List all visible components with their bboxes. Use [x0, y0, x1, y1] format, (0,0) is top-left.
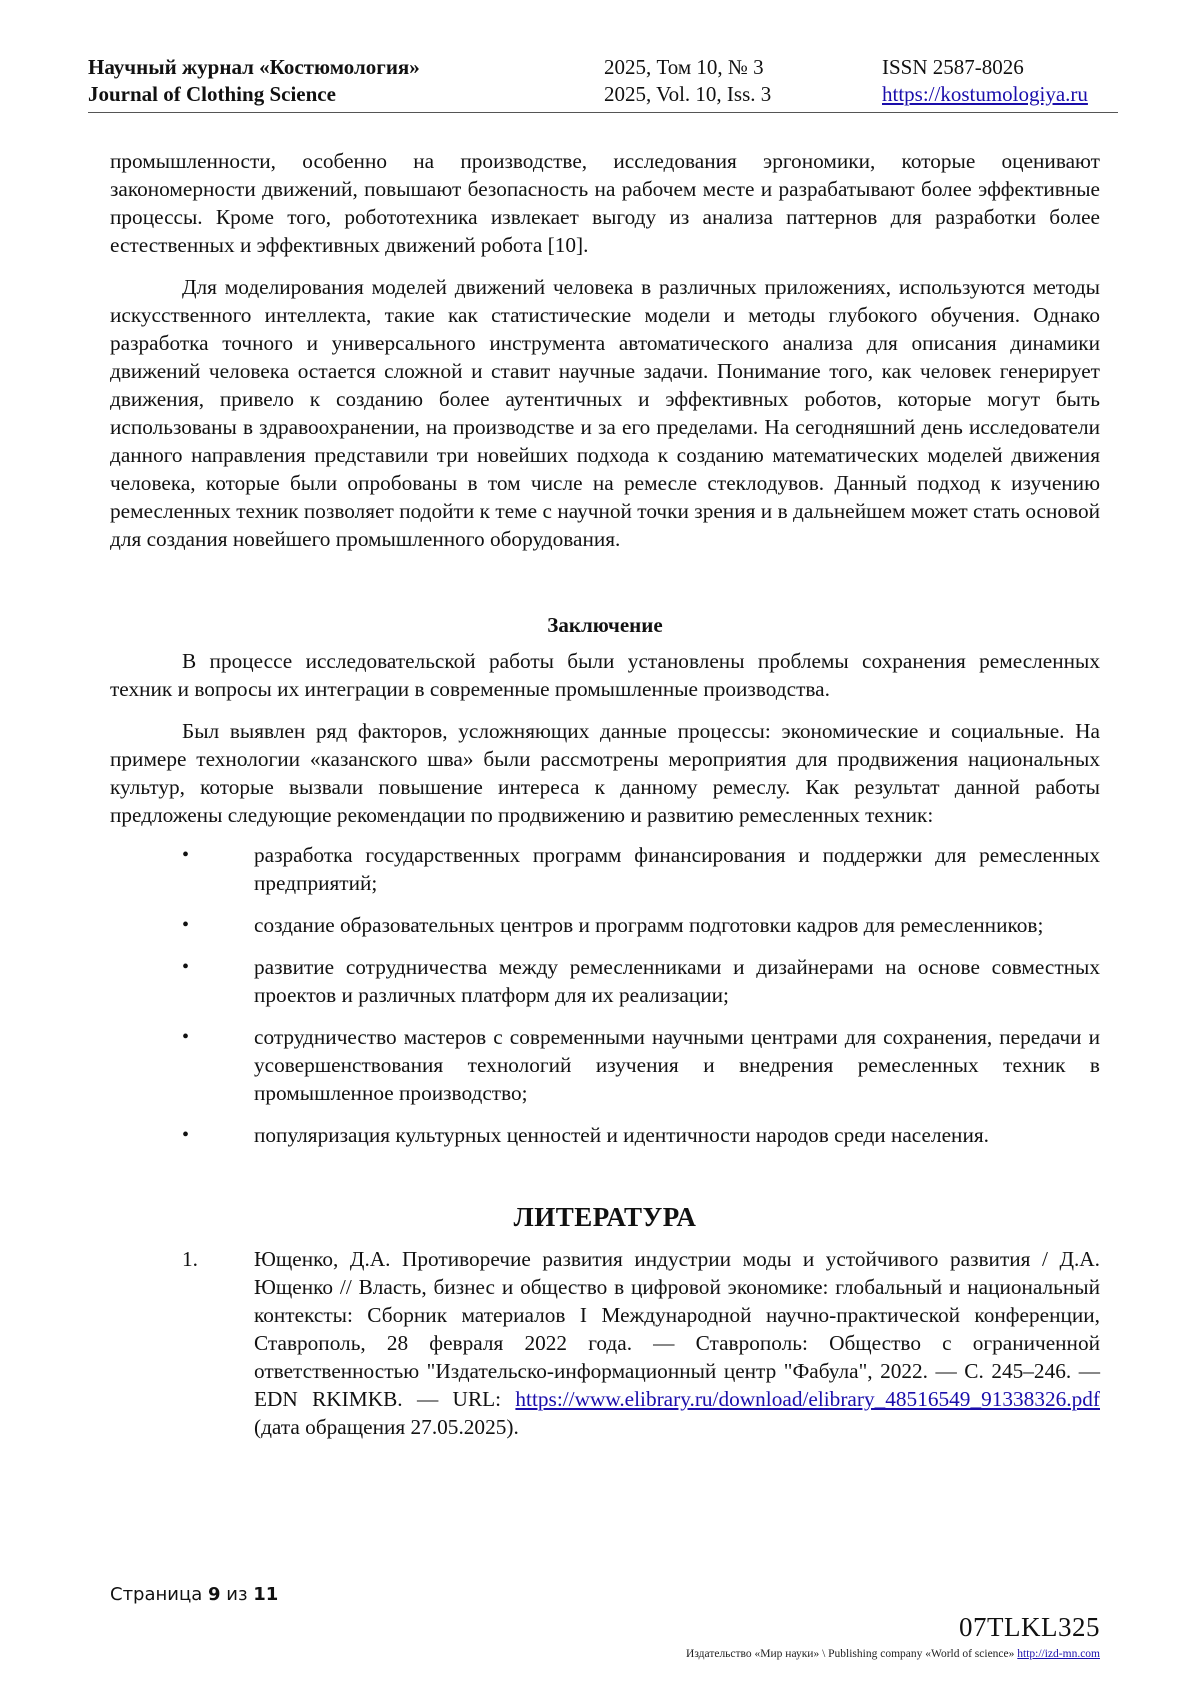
- journal-url-link[interactable]: https://kostumologiya.ru: [882, 82, 1088, 106]
- list-item: • создание образовательных центров и программ подготовки кадров для ремесленников;: [182, 913, 1044, 937]
- issue-ru: 2025, Том 10, № 3: [604, 55, 764, 79]
- bullet-marker: •: [182, 1124, 190, 1146]
- issue-en: 2025, Vol. 10, Iss. 3: [604, 82, 772, 106]
- conclusion-paragraph: В процессе исследовательской работы были установлены проблемы сохранения ремесленных техник и вопросы их интеграции в современные промышленные производства.: [110, 649, 1100, 701]
- journal-header: [88, 54, 1118, 113]
- issue-block: [604, 54, 771, 108]
- reference-item: [110, 1245, 1100, 1441]
- reference-link[interactable]: https://www.elibrary.ru/download/elibrary_48516549_91338326.pdf: [515, 1387, 1100, 1411]
- journal-title-ru: Научный журнал «Костюмология»: [88, 55, 420, 79]
- article-body: [110, 147, 1100, 1441]
- page-total: 11: [253, 1584, 279, 1605]
- issn: ISSN 2587-8026: [882, 55, 1024, 79]
- list-item: • популяризация культурных ценностей и идентичности народов среди населения.: [182, 1123, 989, 1147]
- conclusion-heading: Заключение: [547, 613, 663, 637]
- literature-heading: ЛИТЕРАТУРА: [513, 1202, 697, 1232]
- bullet-marker: •: [182, 956, 190, 978]
- journal-title-en: Journal of Clothing Science: [88, 82, 336, 106]
- bullet-marker: •: [182, 1026, 190, 1048]
- page-number: Страница 9 из 11: [110, 1584, 279, 1605]
- reference-text: Ющенко, Д.А. Противоречие развития индустрии моды и устойчивого развития / Д.А. Ющенко // Власть, бизнес и общество в цифровой экономике: глобальный и национальный контексты: Сборник материалов I Международной научно-практической конференции, Ставрополь, 28 февраля 2022 года. — Ставрополь: Общество с ограниченной ответственностью "Издательско-информационный центр "Фабула", 2022. — С. 245–246. — EDN RKIMKB. — URL:: [254, 1247, 1100, 1411]
- bullet-marker: •: [182, 914, 190, 936]
- body-paragraph: промышленности, особенно на производстве, исследования эргономики, которые оценивают закономерности движений, повышают безопасность на рабочем месте и разрабатывают более эффективные процессы. Кроме того, робототехника извлекает выгоду из анализа паттернов для разработки более естественных и эффективных движений робота [10].: [110, 149, 1100, 257]
- list-item: • сотрудничество мастеров с современными научными центрами для сохранения, передачи и усовершенствования технологий изучения и внедрения ремесленных техник в промышленное производство;: [182, 1025, 1100, 1105]
- publisher-link[interactable]: http://izd-mn.com: [1017, 1648, 1100, 1660]
- reference-number: 1.: [182, 1247, 198, 1271]
- conclusion-paragraph: Был выявлен ряд факторов, усложняющих данные процессы: экономические и социальные. На примере технологии «казанского шва» были рассмотрены мероприятия для продвижения национальных культур, которые вызвали повышение интереса к данному ремеслу. Как результат данной работы предложены следующие рекомендации по продвижению и развитию ремесленных техник:: [110, 719, 1100, 827]
- recommendations-list: [110, 841, 1100, 1149]
- issn-block: [882, 54, 1088, 108]
- list-item: • разработка государственных программ финансирования и поддержки для ремесленных предприятий;: [182, 843, 1100, 895]
- page-current: 9: [208, 1584, 221, 1605]
- publisher-line: Издательство «Мир науки» \ Publishing company «World of science» http://izd-mn.com: [686, 1648, 1100, 1660]
- journal-title-block: [88, 54, 420, 108]
- reference-list: [110, 1245, 1100, 1441]
- article-code: 07TLKL325: [959, 1612, 1100, 1642]
- reference-access-date: (дата обращения 27.05.2025).: [254, 1415, 519, 1439]
- bullet-marker: •: [182, 844, 190, 866]
- list-item: • развитие сотрудничества между ремесленниками и дизайнерами на основе совместных проектов и различных платформ для их реализации;: [182, 955, 1100, 1007]
- body-paragraph: Для моделирования моделей движений человека в различных приложениях, используются методы искусственного интеллекта, такие как статистические модели и методы глубокого обучения. Однако разработка точного и универсального инструмента автоматического анализа для описания динамики движений человека остается сложной и ставит научные задачи. Понимание того, как человек генерирует движения, привело к созданию более аутентичных и эффективных роботов, которые могут быть использованы в здравоохранении, на производстве и за его пределами. На сегодняшний день исследователи данного направления представили три новейших подхода к созданию математических моделей движения человека, которые были опробованы в том числе на ремесле стеклодувов. Данный подход к изучению ремесленных техник позволяет подойти к теме с научной точки зрения и в дальнейшем может стать основой для создания новейшего промышленного оборудования.: [110, 275, 1100, 551]
